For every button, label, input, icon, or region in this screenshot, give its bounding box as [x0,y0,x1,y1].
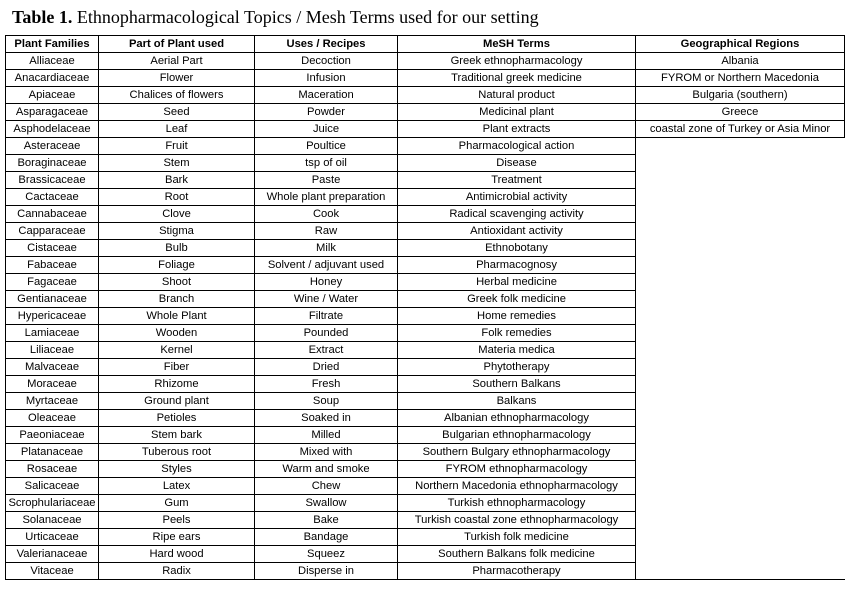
plant-part-cell: Root [99,189,255,206]
plant-family-cell: Asphodelaceae [6,121,99,138]
mesh-term-cell: Pharmacognosy [398,257,636,274]
plant-part-cell: Hard wood [99,546,255,563]
plant-family-cell: Cistaceae [6,240,99,257]
use-recipe-cell: Powder [255,104,398,121]
geographical-region-cell [636,240,845,257]
plant-part-cell: Petioles [99,410,255,427]
plant-family-cell: Cannabaceae [6,206,99,223]
plant-part-cell: Stigma [99,223,255,240]
mesh-term-cell: Pharmacological action [398,138,636,155]
plant-family-cell: Salicaceae [6,478,99,495]
use-recipe-cell: Dried [255,359,398,376]
table-row [6,189,845,206]
table-row [6,376,845,393]
geographical-region-cell [636,546,845,563]
mesh-term-cell: Phytotherapy [398,359,636,376]
geographical-region-cell [636,512,845,529]
geographical-region-cell [636,155,845,172]
plant-part-cell: Branch [99,291,255,308]
table-header-row [6,36,845,53]
geographical-region-cell: coastal zone of Turkey or Asia Minor [636,121,845,138]
plant-family-cell: Brassicaceae [6,172,99,189]
plant-family-cell: Paeoniaceae [6,427,99,444]
use-recipe-cell: Whole plant preparation [255,189,398,206]
use-recipe-cell: Fresh [255,376,398,393]
use-recipe-cell: Infusion [255,70,398,87]
plant-part-cell: Clove [99,206,255,223]
plant-part-cell: Wooden [99,325,255,342]
mesh-term-cell: Herbal medicine [398,274,636,291]
plant-family-cell: Apiaceae [6,87,99,104]
mesh-term-cell: Natural product [398,87,636,104]
plant-part-cell: Ground plant [99,393,255,410]
ethnopharmacology-table [5,35,845,580]
table-row [6,206,845,223]
geographical-region-cell: Bulgaria (southern) [636,87,845,104]
plant-family-cell: Scrophulariaceae [6,495,99,512]
mesh-term-cell: Treatment [398,172,636,189]
plant-family-cell: Moraceae [6,376,99,393]
mesh-term-cell: Disease [398,155,636,172]
geographical-region-cell [636,461,845,478]
mesh-term-cell: Turkish ethnopharmacology [398,495,636,512]
use-recipe-cell: Bandage [255,529,398,546]
header-geographical-regions: Geographical Regions [636,36,845,53]
table-caption-label: Table 1. [12,7,73,27]
table-caption-text: Ethnopharmacological Topics / Mesh Terms used for our setting [76,7,539,27]
use-recipe-cell: Decoction [255,53,398,70]
mesh-term-cell: Southern Balkans folk medicine [398,546,636,563]
geographical-region-cell: Greece [636,104,845,121]
plant-family-cell: Oleaceae [6,410,99,427]
geographical-region-cell [636,393,845,410]
geographical-region-cell [636,189,845,206]
table-row [6,393,845,410]
use-recipe-cell: Poultice [255,138,398,155]
plant-family-cell: Lamiaceae [6,325,99,342]
use-recipe-cell: Swallow [255,495,398,512]
plant-part-cell: Whole Plant [99,308,255,325]
geographical-region-cell [636,206,845,223]
mesh-term-cell: Turkish coastal zone ethnopharmacology [398,512,636,529]
plant-family-cell: Alliaceae [6,53,99,70]
table-row [6,53,845,70]
plant-part-cell: Radix [99,563,255,580]
geographical-region-cell [636,410,845,427]
mesh-term-cell: Materia medica [398,342,636,359]
geographical-region-cell [636,291,845,308]
plant-part-cell: Stem [99,155,255,172]
use-recipe-cell: Milk [255,240,398,257]
mesh-term-cell: Home remedies [398,308,636,325]
plant-part-cell: Kernel [99,342,255,359]
use-recipe-cell: Filtrate [255,308,398,325]
table-caption [12,7,539,28]
plant-part-cell: Flower [99,70,255,87]
geographical-region-cell [636,563,845,580]
geographical-region-cell [636,274,845,291]
plant-part-cell: Bulb [99,240,255,257]
table-row [6,155,845,172]
plant-family-cell: Asparagaceae [6,104,99,121]
mesh-term-cell: Southern Balkans [398,376,636,393]
plant-family-cell: Asteraceae [6,138,99,155]
table-row [6,291,845,308]
mesh-term-cell: Plant extracts [398,121,636,138]
plant-part-cell: Rhizome [99,376,255,393]
plant-part-cell: Shoot [99,274,255,291]
header-part-of-plant: Part of Plant used [99,36,255,53]
use-recipe-cell: Juice [255,121,398,138]
plant-part-cell: Tuberous root [99,444,255,461]
geographical-region-cell [636,257,845,274]
geographical-region-cell [636,223,845,240]
table-row [6,308,845,325]
plant-family-cell: Fagaceae [6,274,99,291]
mesh-term-cell: Medicinal plant [398,104,636,121]
geographical-region-cell: Albania [636,53,845,70]
plant-family-cell: Rosaceae [6,461,99,478]
plant-part-cell: Aerial Part [99,53,255,70]
mesh-term-cell: FYROM ethnopharmacology [398,461,636,478]
mesh-term-cell: Antimicrobial activity [398,189,636,206]
table-row [6,563,845,580]
table-row [6,87,845,104]
geographical-region-cell [636,172,845,189]
use-recipe-cell: Wine / Water [255,291,398,308]
use-recipe-cell: Bake [255,512,398,529]
mesh-term-cell: Bulgarian ethnopharmacology [398,427,636,444]
mesh-term-cell: Folk remedies [398,325,636,342]
mesh-term-cell: Traditional greek medicine [398,70,636,87]
use-recipe-cell: Raw [255,223,398,240]
table-row [6,274,845,291]
geographical-region-cell: FYROM or Northern Macedonia [636,70,845,87]
plant-family-cell: Fabaceae [6,257,99,274]
use-recipe-cell: Maceration [255,87,398,104]
table-row [6,478,845,495]
plant-part-cell: Chalices of flowers [99,87,255,104]
plant-family-cell: Cactaceae [6,189,99,206]
mesh-term-cell: Greek ethnopharmacology [398,53,636,70]
use-recipe-cell: Warm and smoke [255,461,398,478]
header-mesh-terms: MeSH Terms [398,36,636,53]
use-recipe-cell: Milled [255,427,398,444]
mesh-term-cell: Southern Bulgary ethnopharmacology [398,444,636,461]
table-row [6,121,845,138]
plant-family-cell: Liliaceae [6,342,99,359]
plant-family-cell: Malvaceae [6,359,99,376]
mesh-term-cell: Pharmacotherapy [398,563,636,580]
plant-family-cell: Myrtaceae [6,393,99,410]
use-recipe-cell: Solvent / adjuvant used [255,257,398,274]
use-recipe-cell: Squeez [255,546,398,563]
table-row [6,325,845,342]
plant-family-cell: Capparaceae [6,223,99,240]
header-uses-recipes: Uses / Recipes [255,36,398,53]
geographical-region-cell [636,529,845,546]
plant-part-cell: Peels [99,512,255,529]
table-row [6,512,845,529]
geographical-region-cell [636,495,845,512]
use-recipe-cell: Disperse in [255,563,398,580]
use-recipe-cell: Cook [255,206,398,223]
use-recipe-cell: Mixed with [255,444,398,461]
table-row [6,495,845,512]
plant-part-cell: Bark [99,172,255,189]
table-row [6,172,845,189]
table-body [6,53,845,580]
plant-part-cell: Stem bark [99,427,255,444]
plant-family-cell: Gentianaceae [6,291,99,308]
use-recipe-cell: Soaked in [255,410,398,427]
table-row [6,104,845,121]
geographical-region-cell [636,325,845,342]
geographical-region-cell [636,138,845,155]
plant-part-cell: Seed [99,104,255,121]
plant-family-cell: Urticaceae [6,529,99,546]
plant-part-cell: Styles [99,461,255,478]
plant-family-cell: Valerianaceae [6,546,99,563]
table-row [6,359,845,376]
plant-part-cell: Fiber [99,359,255,376]
plant-part-cell: Fruit [99,138,255,155]
mesh-term-cell: Albanian ethnopharmacology [398,410,636,427]
table-row [6,240,845,257]
table-row [6,461,845,478]
table-row [6,444,845,461]
plant-family-cell: Anacardiaceae [6,70,99,87]
table-row [6,223,845,240]
plant-family-cell: Solanaceae [6,512,99,529]
table-row [6,70,845,87]
geographical-region-cell [636,427,845,444]
table-row [6,138,845,155]
plant-part-cell: Foliage [99,257,255,274]
geographical-region-cell [636,359,845,376]
table-row [6,427,845,444]
mesh-term-cell: Greek folk medicine [398,291,636,308]
use-recipe-cell: Paste [255,172,398,189]
plant-family-cell: Hypericaceae [6,308,99,325]
use-recipe-cell: Honey [255,274,398,291]
use-recipe-cell: Soup [255,393,398,410]
use-recipe-cell: Extract [255,342,398,359]
mesh-term-cell: Turkish folk medicine [398,529,636,546]
plant-part-cell: Gum [99,495,255,512]
use-recipe-cell: Pounded [255,325,398,342]
table-row [6,342,845,359]
table-row [6,257,845,274]
plant-part-cell: Latex [99,478,255,495]
geographical-region-cell [636,478,845,495]
table-row [6,529,845,546]
table-row [6,410,845,427]
mesh-term-cell: Radical scavenging activity [398,206,636,223]
plant-family-cell: Boraginaceae [6,155,99,172]
mesh-term-cell: Northern Macedonia ethnopharmacology [398,478,636,495]
geographical-region-cell [636,444,845,461]
plant-part-cell: Ripe ears [99,529,255,546]
geographical-region-cell [636,342,845,359]
mesh-term-cell: Ethnobotany [398,240,636,257]
use-recipe-cell: Chew [255,478,398,495]
geographical-region-cell [636,308,845,325]
geographical-region-cell [636,376,845,393]
mesh-term-cell: Balkans [398,393,636,410]
plant-part-cell: Leaf [99,121,255,138]
use-recipe-cell: tsp of oil [255,155,398,172]
table-row [6,546,845,563]
plant-family-cell: Vitaceae [6,563,99,580]
plant-family-cell: Platanaceae [6,444,99,461]
mesh-term-cell: Antioxidant activity [398,223,636,240]
header-plant-families: Plant Families [6,36,99,53]
